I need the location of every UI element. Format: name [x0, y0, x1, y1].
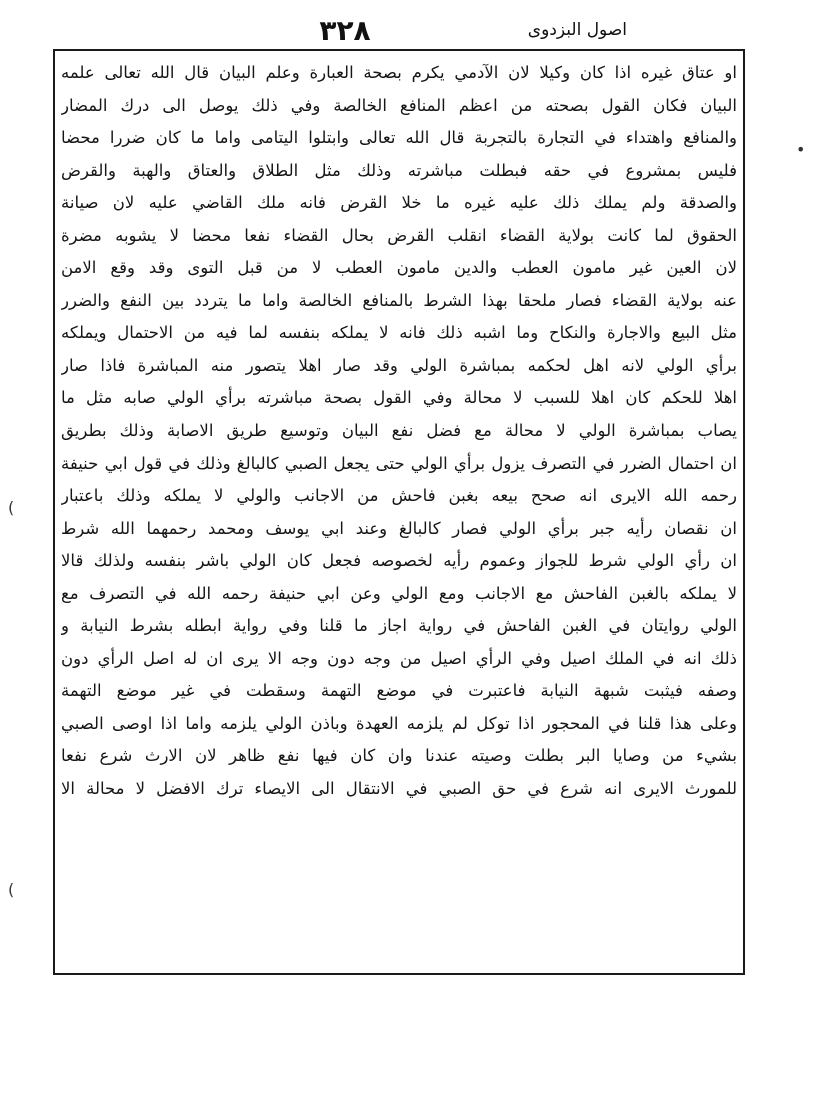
text-line: ذلك انه في الملك اصيل وفي الرأي اصيل من وجه دون وجه الا يرى ان له اصل الرأي دون: [61, 648, 737, 668]
text-frame: [53, 49, 745, 975]
text-line: والمنافع واهتداء في التجارة بالتجربة قال الله تعالى وابتلوا اليتامى واما ما كان ضررا محضا: [61, 128, 737, 148]
text-line: الحقوق لما كانت بولاية القضاء انقلب القرض بحال القضاء نفعا محضا لا يشوبه مضرة: [61, 225, 737, 245]
text-line: الولي روايتان في الغبن الفاحش في رواية اجاز ما قلنا وفي رواية ابطله بشرط النيابة و: [61, 616, 737, 636]
page-number: ٣٢٨: [319, 14, 371, 47]
text-line: يصاب بمباشرة الولي لا محالة مع فضل نفع البيان وتوسيع طريق الاصابة وذلك بطريق: [61, 421, 737, 441]
text-line: ان احتمال الضرر في التصرف يزول برأي الولي حتى يجعل الصبي كالبالغ وذلك في قول ابي حنيفة: [61, 453, 737, 473]
text-line: او عتاق غيره اذا كان وكيلا لان الآدمي يكرم بصحة العبارة وعلم البيان قال الله تعالى علمه: [61, 63, 737, 82]
text-line: ان نقصان رأيه جبر برأي الولي فصار كالبالغ وعند ابي يوسف ومحمد رحمهما الله شرط: [61, 518, 737, 538]
page-header: [0, 0, 813, 50]
text-line: للمورث الايرى انه شرع في حق الصبي في الانتقال الى الايصاء ترك الافضل لا محالة الا: [61, 779, 737, 799]
text-lines: [61, 57, 737, 806]
margin-mark: (: [8, 498, 15, 517]
text-line: البيان فكان القول بصحته من اعظم المنافع الخالصة وفي ذلك يوصل الى درك المضار: [61, 95, 737, 115]
text-line: لان العين غير مامون العطب والدين مامون العطب لا من قبل التوى وقد وقع الامن: [61, 258, 737, 278]
text-line: بشيء من وصايا البر بطلت وصيته عندنا وان كان فيها نفع ظاهر لان الارث شرع نفعا: [61, 746, 737, 766]
text-line: برأي الولي لانه اهل لحكمه بمباشرة الولي وقد صار اهلا يتصور منه المباشرة فاذا صار: [61, 355, 737, 375]
text-line: عنه بولاية القضاء فصار ملحقا بهذا الشرط بالمنافع الخالصة واما ما يتردد بين النفع والضرر: [61, 290, 737, 310]
text-line: والصدقة ولم يملك ذلك عليه غيره ما خلا القرض فانه ملك القاضي عليه لان صيانة: [61, 193, 737, 213]
book-title: اصول البزدوی: [527, 20, 627, 40]
text-line: ان رأي الولي شرط للجواز وعموم رأيه لخصوصه فجعل كان الولي باشر بنفسه ولذلك قالا: [61, 551, 737, 571]
margin-mark: (: [8, 880, 15, 899]
text-line: فليس بمشروع في حقه فبطلت مباشرته وذلك مثل الطلاق والعتاق والهبة والقرض: [61, 160, 737, 180]
margin-mark: •: [796, 140, 806, 159]
text-line: اهلا للحكم كان اهلا للسبب لا محالة وفي القول بصحة مباشرته برأي الولي صابه مثل ما: [61, 388, 737, 408]
text-line: وعلى هذا قلنا في المحجور اذا توكل لم يلزمه العهدة وباذن الولي يلزمه واما اذا اوصى الصبي: [61, 713, 737, 733]
text-line: رحمه الله الايرى انه صحح بيعه بغبن فاحش من الاجانب والولي لا يملكه وذلك باعتبار: [61, 486, 737, 506]
text-line: مثل البيع والاجارة والنكاح وما اشبه ذلك فانه لا يملكه بنفسه لما فيه من الاحتمال ويملكه: [61, 323, 737, 343]
text-line: لا يملكه بالغبن الفاحش مع الاجانب ومع الولي وعن ابي حنيفة رحمه الله في التصرف مع: [61, 583, 737, 603]
text-line: وصفه فيثبت شبهة النيابة فاعتبرت في موضع التهمة وسقطت في غير موضع التهمة: [61, 681, 737, 701]
